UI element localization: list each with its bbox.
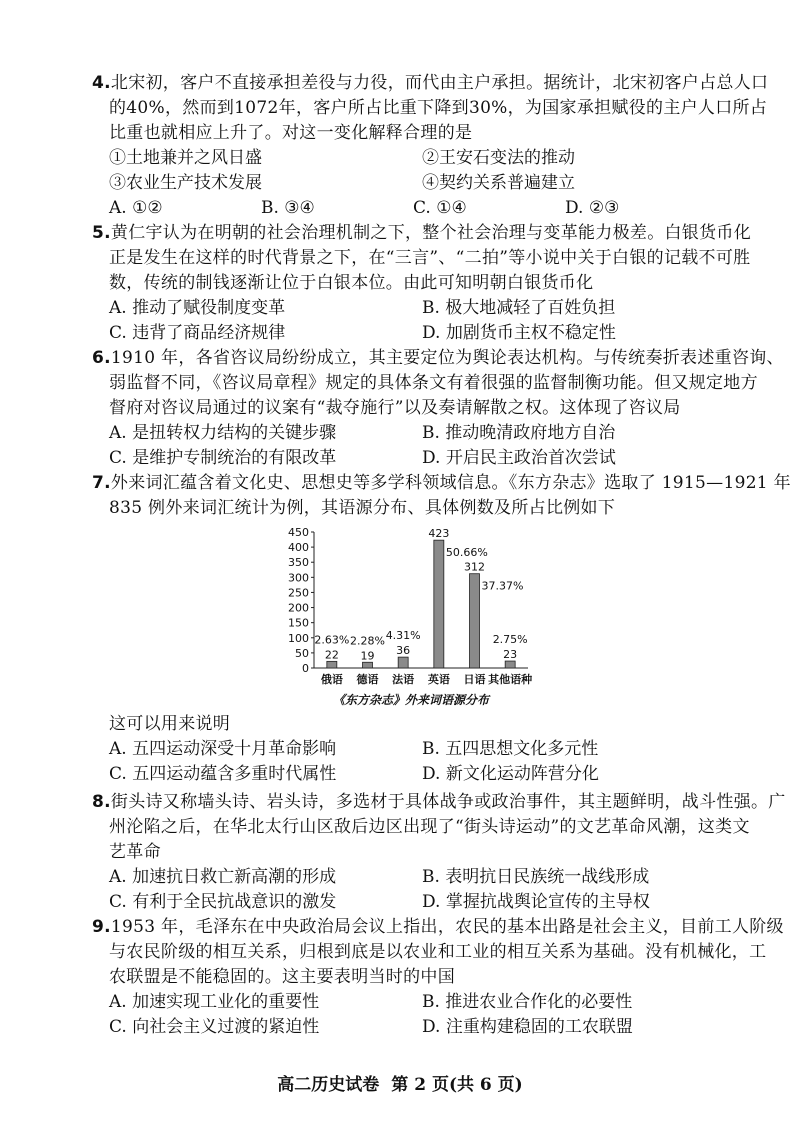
option-b[interactable]: B. 推动晚清政府地方自治	[422, 423, 616, 443]
option-a[interactable]: A. 是扭转权力结构的关键步骤	[109, 423, 337, 443]
bar-percent-label: 2.75%	[492, 633, 528, 647]
question-9-line-1	[92, 915, 784, 940]
bar-value-label: 312	[464, 560, 485, 574]
question-4-stem-1: 北宋初，客户不直接承担差役与力役，而代由主户承担。据统计，北宋初客户占总人口	[110, 73, 769, 93]
question-9-stem-1: 1953 年，毛泽东在中央政治局会议上指出，农民的基本出路是社会主义，目前工人阶级	[110, 917, 784, 937]
bar	[363, 662, 373, 668]
question-4	[92, 71, 769, 221]
option-a[interactable]: A. 加速抗日救亡新高潮的形成	[109, 867, 337, 887]
y-tick-label: 450	[288, 526, 309, 539]
question-7-tail: 这可以用来说明	[109, 714, 231, 734]
y-tick-label: 100	[288, 631, 309, 645]
question-6-stem-2: 弱监督不同，《咨议局章程》规定的具体条文有着很强的监督制衡功能。但又规定地方	[109, 373, 758, 393]
option-c[interactable]: C. 五四运动蕴含多重时代属性	[109, 764, 337, 784]
y-tick-label: 250	[288, 586, 309, 600]
question-8-stem-3: 艺革命	[109, 842, 161, 862]
option-b[interactable]: B. ③④	[261, 198, 315, 218]
option-b[interactable]: B. 极大地减轻了百姓负担	[422, 298, 616, 318]
bar-percent-label: 2.28%	[350, 634, 385, 648]
bar-value-label: 36	[396, 644, 411, 658]
option-d[interactable]: D. ②③	[565, 198, 620, 218]
question-5-stem-2: 正是发生在这样的时代背景之下，在“三言”、“二拍”等小说中关于白银的记载不可胜	[109, 248, 751, 268]
bar-value-label: 423	[428, 527, 450, 541]
question-5-stem-1: 黄仁宇认为在明朝的社会治理机制之下，整个社会治理与变革能力极差。白银货币化	[110, 223, 751, 243]
bar-percent-label: 4.31%	[385, 629, 421, 643]
question-9	[92, 915, 784, 1040]
bar-percent-label: 37.37%	[481, 579, 524, 593]
question-6-stem-3: 督府对咨议局通过的议案有“裁夺施行”以及奏请解散之权。这体现了咨议局	[109, 398, 681, 418]
y-tick-label: 50	[295, 646, 309, 660]
question-6	[92, 346, 784, 471]
question-7-stem-1: 外来词汇蕴含着文化史、思想史等多学科领域信息。《东方杂志》选取了 1915—1921 年	[110, 473, 791, 493]
question-8	[92, 790, 786, 915]
option-c[interactable]: C. 违背了商品经济规律	[109, 323, 286, 343]
option-d[interactable]: D. 加剧货币主权不稳定性	[422, 323, 616, 343]
option-c[interactable]: C. ①④	[413, 198, 467, 218]
question-number: 6.	[92, 348, 111, 368]
y-tick-label: 200	[288, 601, 309, 615]
bar	[434, 540, 444, 668]
y-tick-label: 400	[288, 541, 309, 555]
question-7-continued	[92, 712, 742, 787]
question-5-stem-3: 数，传统的制钱逐渐让位于白银本位。由此可知明朝白银货币化	[109, 273, 594, 293]
option-b[interactable]: B. 表明抗日民族统一战线形成	[422, 867, 650, 887]
x-category-label: 俄语	[320, 673, 343, 686]
question-4-stem-2: 的40%，然而到1072年，客户所占比重下降到30%，为国家承担赋役的主户人口所占	[109, 98, 768, 118]
x-category-label: 德语	[356, 673, 379, 686]
x-category-label: 英语	[427, 673, 450, 686]
page-footer	[0, 1070, 800, 1095]
option-c[interactable]: C. 向社会主义过渡的紧迫性	[109, 1017, 320, 1037]
question-4-stem-3: 比重也就相应上升了。对这一变化解释合理的是	[109, 123, 473, 143]
option-a[interactable]: A. 五四运动深受十月革命影响	[109, 739, 337, 759]
y-tick-label: 0	[302, 662, 309, 675]
question-9-stem-2: 与农民阶级的相互关系，归根到底是以农业和工业的相互关系为基础。没有机械化，工	[109, 942, 767, 962]
question-4-line-1	[92, 71, 769, 96]
option-d[interactable]: D. 掌握抗战舆论宣传的主导权	[422, 892, 650, 912]
question-6-options	[92, 421, 742, 471]
question-number: 5.	[92, 223, 111, 243]
item-3: ③农业生产技术发展	[109, 173, 262, 193]
option-d[interactable]: D. 注重构建稳固的工农联盟	[422, 1017, 633, 1037]
item-1: ①土地兼并之风日盛	[109, 148, 262, 168]
question-6-line-1	[92, 346, 784, 371]
etymology-bar-chart	[280, 524, 540, 714]
x-category-label: 法语	[392, 673, 415, 686]
option-a[interactable]: A. ①②	[109, 198, 163, 218]
question-4-items	[92, 146, 742, 196]
chart-title: 《东方杂志》外来词语源分布	[332, 693, 490, 707]
footer-subject: 高二历史试卷	[277, 1075, 380, 1095]
question-8-stem-1: 街头诗又称墙头诗、岩头诗，多选材于具体战争或政治事件，其主题鲜明，战斗性强。广	[110, 792, 786, 812]
question-7-stem-2: 835 例外来词汇统计为例，其语源分布、具体例数及所占比例如下	[109, 498, 616, 518]
option-c[interactable]: C. 是维护专制统治的有限改革	[109, 448, 337, 468]
bar	[327, 661, 337, 668]
question-number: 7.	[92, 473, 111, 493]
item-2: ②王安石变法的推动	[422, 148, 575, 168]
question-8-stem-2: 州沦陷之后，在华北太行山区敌后边区出现了“街头诗运动”的文艺革命风潮，这类文	[109, 817, 750, 837]
option-a[interactable]: A. 加速实现工业化的重要性	[109, 992, 320, 1012]
question-number: 8.	[92, 792, 111, 812]
bar-percent-label: 50.66%	[445, 546, 488, 560]
option-d[interactable]: D. 开启民主政治首次尝试	[422, 448, 616, 468]
question-number: 4.	[92, 73, 111, 93]
bar	[398, 657, 408, 668]
question-5-line-1	[92, 221, 751, 246]
option-b[interactable]: B. 五四思想文化多元性	[422, 739, 599, 759]
question-9-stem-3: 农联盟是不能稳固的。这主要表明当时的中国	[109, 967, 455, 987]
question-9-options	[92, 990, 742, 1040]
bar-percent-label: 2.63%	[314, 633, 350, 647]
y-tick-label: 150	[288, 616, 309, 630]
question-5-options	[92, 296, 742, 346]
question-number: 9.	[92, 917, 111, 937]
question-8-options	[92, 865, 742, 915]
option-a[interactable]: A. 推动了赋役制度变革	[109, 298, 286, 318]
question-7-options	[92, 737, 742, 787]
question-4-options	[92, 196, 742, 221]
option-d[interactable]: D. 新文化运动阵营分化	[422, 764, 599, 784]
x-category-label: 其他语种	[488, 673, 533, 686]
question-8-line-1	[92, 790, 786, 815]
bar	[470, 574, 480, 668]
y-tick-label: 300	[288, 571, 309, 585]
question-5	[92, 221, 751, 346]
footer-page-number: 第 2 页(共 6 页)	[391, 1075, 523, 1095]
bar-value-label: 22	[324, 648, 339, 662]
question-6-stem-1: 1910 年，各省咨议局纷纷成立，其主要定位为舆论表达机构。与传统奏折表述重咨询、	[110, 348, 784, 368]
question-7	[92, 471, 791, 521]
option-b[interactable]: B. 推进农业合作化的必要性	[422, 992, 633, 1012]
option-c[interactable]: C. 有利于全民抗战意识的激发	[109, 892, 337, 912]
y-tick-label: 350	[288, 556, 309, 570]
bar	[505, 661, 515, 668]
bar-value-label: 23	[503, 648, 518, 662]
bar-value-label: 19	[360, 649, 375, 663]
x-category-label: 日语	[463, 673, 486, 686]
item-4: ④契约关系普遍建立	[422, 173, 575, 193]
question-7-line-1	[92, 471, 791, 496]
